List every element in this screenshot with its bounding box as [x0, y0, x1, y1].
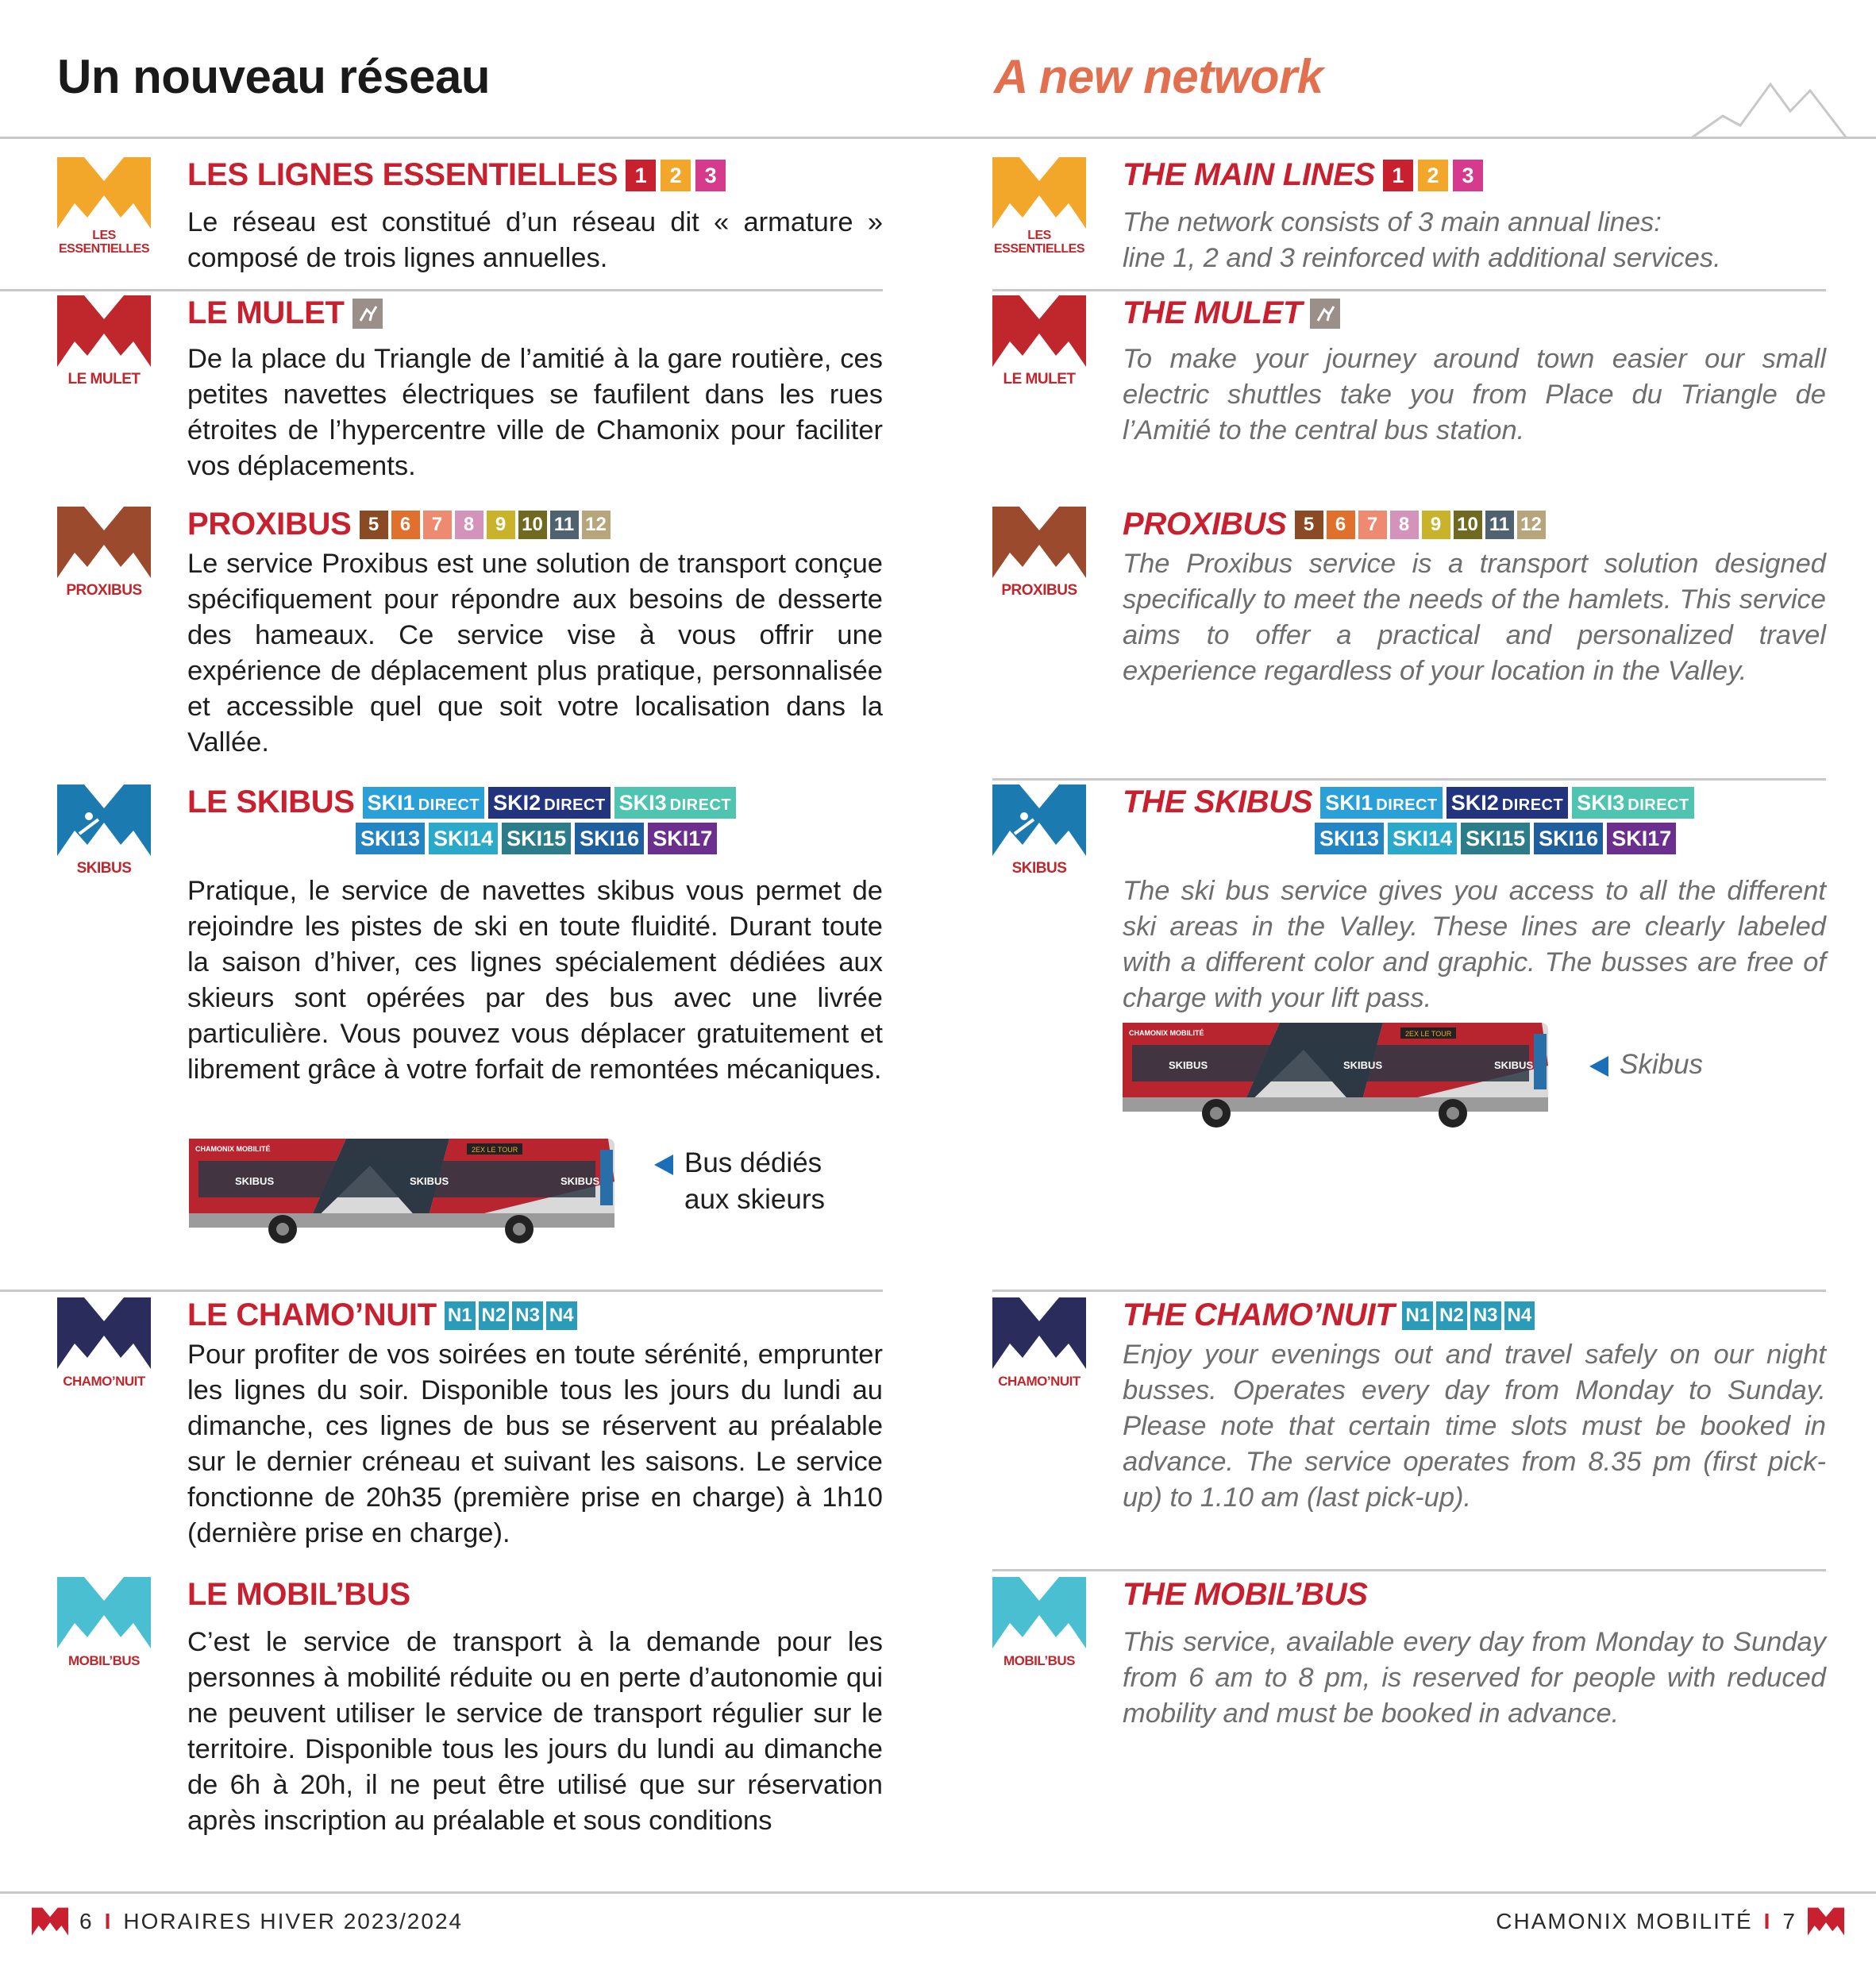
footer-text: HORAIRES HIVER 2023/2024 — [123, 1909, 464, 1933]
line-badge: 2 — [1418, 160, 1448, 191]
arrow-left-icon — [1589, 1056, 1608, 1077]
title-row — [1123, 1297, 1535, 1333]
bus-side-text: SKIBUS — [410, 1175, 449, 1187]
line-badge: 8 — [1390, 511, 1419, 539]
logo-label: PROXIBUS — [1001, 582, 1077, 599]
title-row — [187, 1297, 577, 1333]
line-badge: N1 — [445, 1301, 476, 1330]
line-badges — [1402, 1301, 1535, 1330]
line-badge: N4 — [1504, 1301, 1535, 1330]
bus-destination: 2EX LE TOUR — [472, 1146, 518, 1154]
logo-label: LES ESSENTIELLES — [993, 229, 1085, 256]
section-divider — [992, 1569, 1826, 1571]
accessibility-icon — [1310, 299, 1340, 329]
page-title-en: A new network — [994, 50, 1323, 103]
m-logo-icon — [992, 295, 1086, 367]
line-badge: 6 — [391, 511, 420, 539]
line-badge: N3 — [512, 1301, 543, 1330]
line-badge: 1 — [626, 160, 656, 191]
m-logo-icon — [57, 1297, 151, 1369]
line-badge: SKI15 — [502, 823, 571, 854]
line-badge: SKI14 — [429, 823, 498, 854]
section-title: LES LIGNES ESSENTIELLES — [187, 157, 618, 192]
line-badges — [1383, 160, 1483, 191]
logo-label: PROXIBUS — [66, 582, 142, 599]
line-badge: SKI3 DIRECT — [1572, 787, 1693, 819]
line-badge: 9 — [487, 511, 515, 539]
line-badge: 8 — [455, 511, 483, 539]
section-text: Le réseau est constitué d’un réseau dit « armature » composé de trois lignes annuelles. — [187, 207, 883, 273]
line-badge: 9 — [1422, 511, 1450, 539]
section-text: De la place du Triangle de l’amitié à la gare routière, ces petites navettes électriques se faufilent dans les rues étroites de l’hypercentre ville de Chamonix pour faciliter vos déplacements. — [187, 344, 883, 481]
line-badge: N2 — [479, 1301, 510, 1330]
mobilbus-logo — [992, 1577, 1086, 1675]
section-text: The network consists of 3 main annual lines: line 1, 2 and 3 reinforced with additional services. — [1123, 207, 1721, 273]
bus-side-text: SKIBUS — [1494, 1059, 1534, 1071]
title-row — [187, 1577, 410, 1613]
m-logo-icon — [992, 507, 1086, 578]
chamonuit-logo — [992, 1297, 1086, 1396]
skibus-direct-badges — [363, 787, 736, 819]
bus-caption: Bus dédiés aux skieurs — [654, 1145, 825, 1218]
section-title: LE CHAMO’NUIT — [187, 1297, 437, 1332]
line-badge: 11 — [550, 511, 579, 539]
title-row — [187, 157, 726, 193]
logo-label: LES ESSENTIELLES — [58, 229, 150, 256]
bus-side-text: SKIBUS — [235, 1175, 275, 1187]
line-badge: SKI16 — [1534, 823, 1603, 854]
line-badges — [360, 511, 611, 539]
line-badge: SKI2 DIRECT — [1446, 787, 1568, 819]
section-text: This service, available every day from Monday to Sunday from 6 am to 8 pm, is reserved for people with reduced mobility and must be booked in advance. — [1123, 1627, 1826, 1729]
section-divider — [992, 778, 1826, 781]
bus-side-text: SKIBUS — [1343, 1059, 1383, 1071]
bus-brand: CHAMONIX MOBILITÉ — [1129, 1029, 1204, 1037]
section-text: Pour profiter de vos soirées en toute sérénité, emprunter les lignes du soir. Disponible tous les jours du lundi au dimanche, ces lignes de bus se réservent au préalable sur le dernier créneau et suivant les saisons. Le service fonctionne de 20h35 (première prise en charge) à 1h10 (dernière prise en charge). — [187, 1340, 883, 1548]
section-divider — [0, 1290, 883, 1292]
line-badge: 10 — [518, 511, 547, 539]
section-title: THE CHAMO’NUIT — [1123, 1297, 1395, 1332]
title-row — [1123, 785, 1694, 820]
logo-label: LE MULET — [1003, 371, 1076, 387]
line-badge: SKI1 DIRECT — [1320, 787, 1442, 819]
m-logo-icon — [992, 785, 1086, 856]
section-divider — [992, 1290, 1826, 1292]
arrow-left-icon — [654, 1155, 673, 1175]
line-badge: 10 — [1454, 511, 1482, 539]
m-logo-icon — [57, 507, 151, 578]
line-badge: SKI17 — [648, 823, 717, 854]
essentielles-logo — [57, 157, 151, 256]
bus-side-text: SKIBUS — [1169, 1059, 1208, 1071]
page-number: 6 — [79, 1909, 94, 1933]
line-badges — [445, 1301, 577, 1330]
mulet-logo — [57, 295, 151, 394]
section-title: THE MOBIL’BUS — [1123, 1577, 1368, 1612]
line-badge: SKI3 DIRECT — [614, 787, 736, 819]
bus-brand: CHAMONIX MOBILITÉ — [195, 1145, 271, 1153]
title-row — [1123, 507, 1546, 542]
logo-label: SKIBUS — [76, 860, 132, 877]
section-text: The ski bus service gives you access to all the different ski areas in the Valley. These lines are clearly labeled with a different color and graphic. The busses are free of charge with your lift pass. — [1123, 876, 1826, 1013]
line-badge: SKI1 DIRECT — [363, 787, 484, 819]
section-title: THE SKIBUS — [1123, 785, 1313, 819]
bus-destination: 2EX LE TOUR — [1405, 1030, 1452, 1038]
line-badge: SKI13 — [1315, 823, 1384, 854]
line-badge: 3 — [695, 160, 726, 191]
line-badge: 6 — [1327, 511, 1355, 539]
footer-separator: I — [104, 1909, 113, 1933]
title-row — [1123, 295, 1340, 331]
section-title: LE MOBIL’BUS — [187, 1577, 410, 1612]
line-badges — [1295, 511, 1546, 539]
bus-caption: Skibus — [1589, 1047, 1703, 1083]
line-badge: SKI15 — [1461, 823, 1530, 854]
line-badge: N2 — [1436, 1301, 1467, 1330]
skibus-illustration — [1121, 1018, 1556, 1129]
line-badge: 5 — [360, 511, 388, 539]
line-badge: N1 — [1402, 1301, 1433, 1330]
footer-right — [1496, 1906, 1844, 1937]
m-logo-icon — [1808, 1906, 1844, 1937]
line-badge: SKI2 DIRECT — [488, 787, 610, 819]
section-divider — [0, 289, 883, 291]
skibus-illustration — [187, 1134, 622, 1245]
m-logo-icon — [57, 157, 151, 229]
skibus-line-badges — [356, 823, 717, 854]
line-badge: 12 — [582, 511, 611, 539]
header-rule — [0, 137, 1876, 139]
m-logo-icon — [57, 295, 151, 367]
section-text: C’est le service de transport à la demande pour les personnes à mobilité réduite ou en perte d’autonomie qui ne peuvent utiliser le service de transport régulier sur le territoire. Disponible tous les jours du lundi au dimanche de 6h à 20h, il ne peut être utilisé que sur réservation après inscription au préalable et sous conditions — [187, 1627, 883, 1836]
chamonuit-logo — [57, 1297, 151, 1396]
section-title: PROXIBUS — [187, 507, 352, 542]
logo-label: LE MULET — [67, 371, 141, 387]
page-number: 7 — [1782, 1909, 1797, 1933]
section-title: LE SKIBUS — [187, 785, 355, 819]
m-logo-icon — [57, 785, 151, 856]
title-row — [187, 785, 736, 820]
footer-left — [32, 1906, 463, 1937]
line-badge: 12 — [1517, 511, 1546, 539]
line-badge: SKI13 — [356, 823, 425, 854]
mobilbus-logo — [57, 1577, 151, 1675]
logo-label: SKIBUS — [1011, 860, 1067, 877]
footer-separator: I — [1763, 1909, 1772, 1933]
skibus-direct-badges — [1320, 787, 1693, 819]
line-badge: 5 — [1295, 511, 1323, 539]
logo-label: CHAMO’NUIT — [63, 1374, 145, 1389]
page-title-fr: Un nouveau réseau — [57, 50, 491, 103]
section-text: The Proxibus service is a transport solution designed specifically to meet the needs of the hamlets. This service aims to offer a practical and personalized travel experience regardless of your location in the Valley. — [1123, 549, 1826, 686]
accessibility-icon — [352, 299, 383, 329]
proxibus-logo — [57, 507, 151, 605]
title-row — [187, 507, 611, 542]
line-badge: 7 — [423, 511, 452, 539]
section-title: THE MULET — [1123, 295, 1303, 330]
footer-text: CHAMONIX MOBILITÉ — [1496, 1909, 1753, 1933]
line-badge: N3 — [1470, 1301, 1501, 1330]
skibus-line-badges — [1315, 823, 1676, 854]
line-badge: SKI16 — [575, 823, 644, 854]
section-title: LE MULET — [187, 295, 345, 330]
line-badge: 7 — [1358, 511, 1387, 539]
m-logo-icon — [992, 1577, 1086, 1648]
m-logo-icon — [992, 1297, 1086, 1369]
section-text: Le service Proxibus est une solution de transport conçue spécifiquement pour répondre aux besoins de desserte des hameaux. Ce service vise à vous offrir une expérience de déplacement plus pratique, personnalisée et accessible quel que soit votre localisation dans la Vallée. — [187, 549, 883, 758]
mountain-outline-icon — [1691, 79, 1850, 141]
section-text: Enjoy your evenings out and travel safely on our night busses. Operates every day from Monday to Sunday. Please note that certain time slots must be booked in advance. The service operates from 8.35 pm (first pick-up) to 1.10 am (last pick-up). — [1123, 1340, 1826, 1513]
line-badge: SKI14 — [1388, 823, 1457, 854]
line-badge: 3 — [1453, 160, 1483, 191]
line-badges — [626, 160, 726, 191]
bus-side-text: SKIBUS — [560, 1175, 600, 1187]
section-text: Pratique, le service de navettes skibus vous permet de rejoindre les pistes de ski en toute fluidité. Durant toute la saison d’hiver, ces lignes spécialement dédiées aux skieurs sont opérées par des bus avec une livrée particulière. Vous pouvez vous déplacer gratuitement et librement grâce à votre forfait de remontées mécaniques. — [187, 876, 883, 1085]
mulet-logo — [992, 295, 1086, 394]
essentielles-logo — [992, 157, 1086, 256]
line-badge: 2 — [661, 160, 691, 191]
proxibus-logo — [992, 507, 1086, 605]
title-row — [1123, 1577, 1368, 1613]
logo-label: MOBIL’BUS — [68, 1653, 140, 1668]
logo-label: CHAMO’NUIT — [998, 1374, 1081, 1389]
line-badge: 1 — [1383, 160, 1413, 191]
line-badge: N4 — [546, 1301, 577, 1330]
skibus-logo — [992, 785, 1086, 883]
section-title: PROXIBUS — [1123, 507, 1287, 542]
line-badge: 11 — [1485, 511, 1514, 539]
section-text: To make your journey around town easier our small electric shuttles take you from Place du Triangle de l’Amitié to the central bus station. — [1123, 344, 1826, 445]
m-logo-icon — [57, 1577, 151, 1648]
section-title: THE MAIN LINES — [1123, 157, 1376, 192]
footer-rule — [0, 1891, 1876, 1894]
m-logo-icon — [992, 157, 1086, 229]
m-logo-icon — [32, 1906, 68, 1937]
title-row — [1123, 157, 1483, 193]
section-divider — [992, 289, 1826, 291]
title-row — [187, 295, 383, 331]
logo-label: MOBIL’BUS — [1003, 1653, 1075, 1668]
line-badge: SKI17 — [1607, 823, 1676, 854]
skibus-logo — [57, 785, 151, 883]
